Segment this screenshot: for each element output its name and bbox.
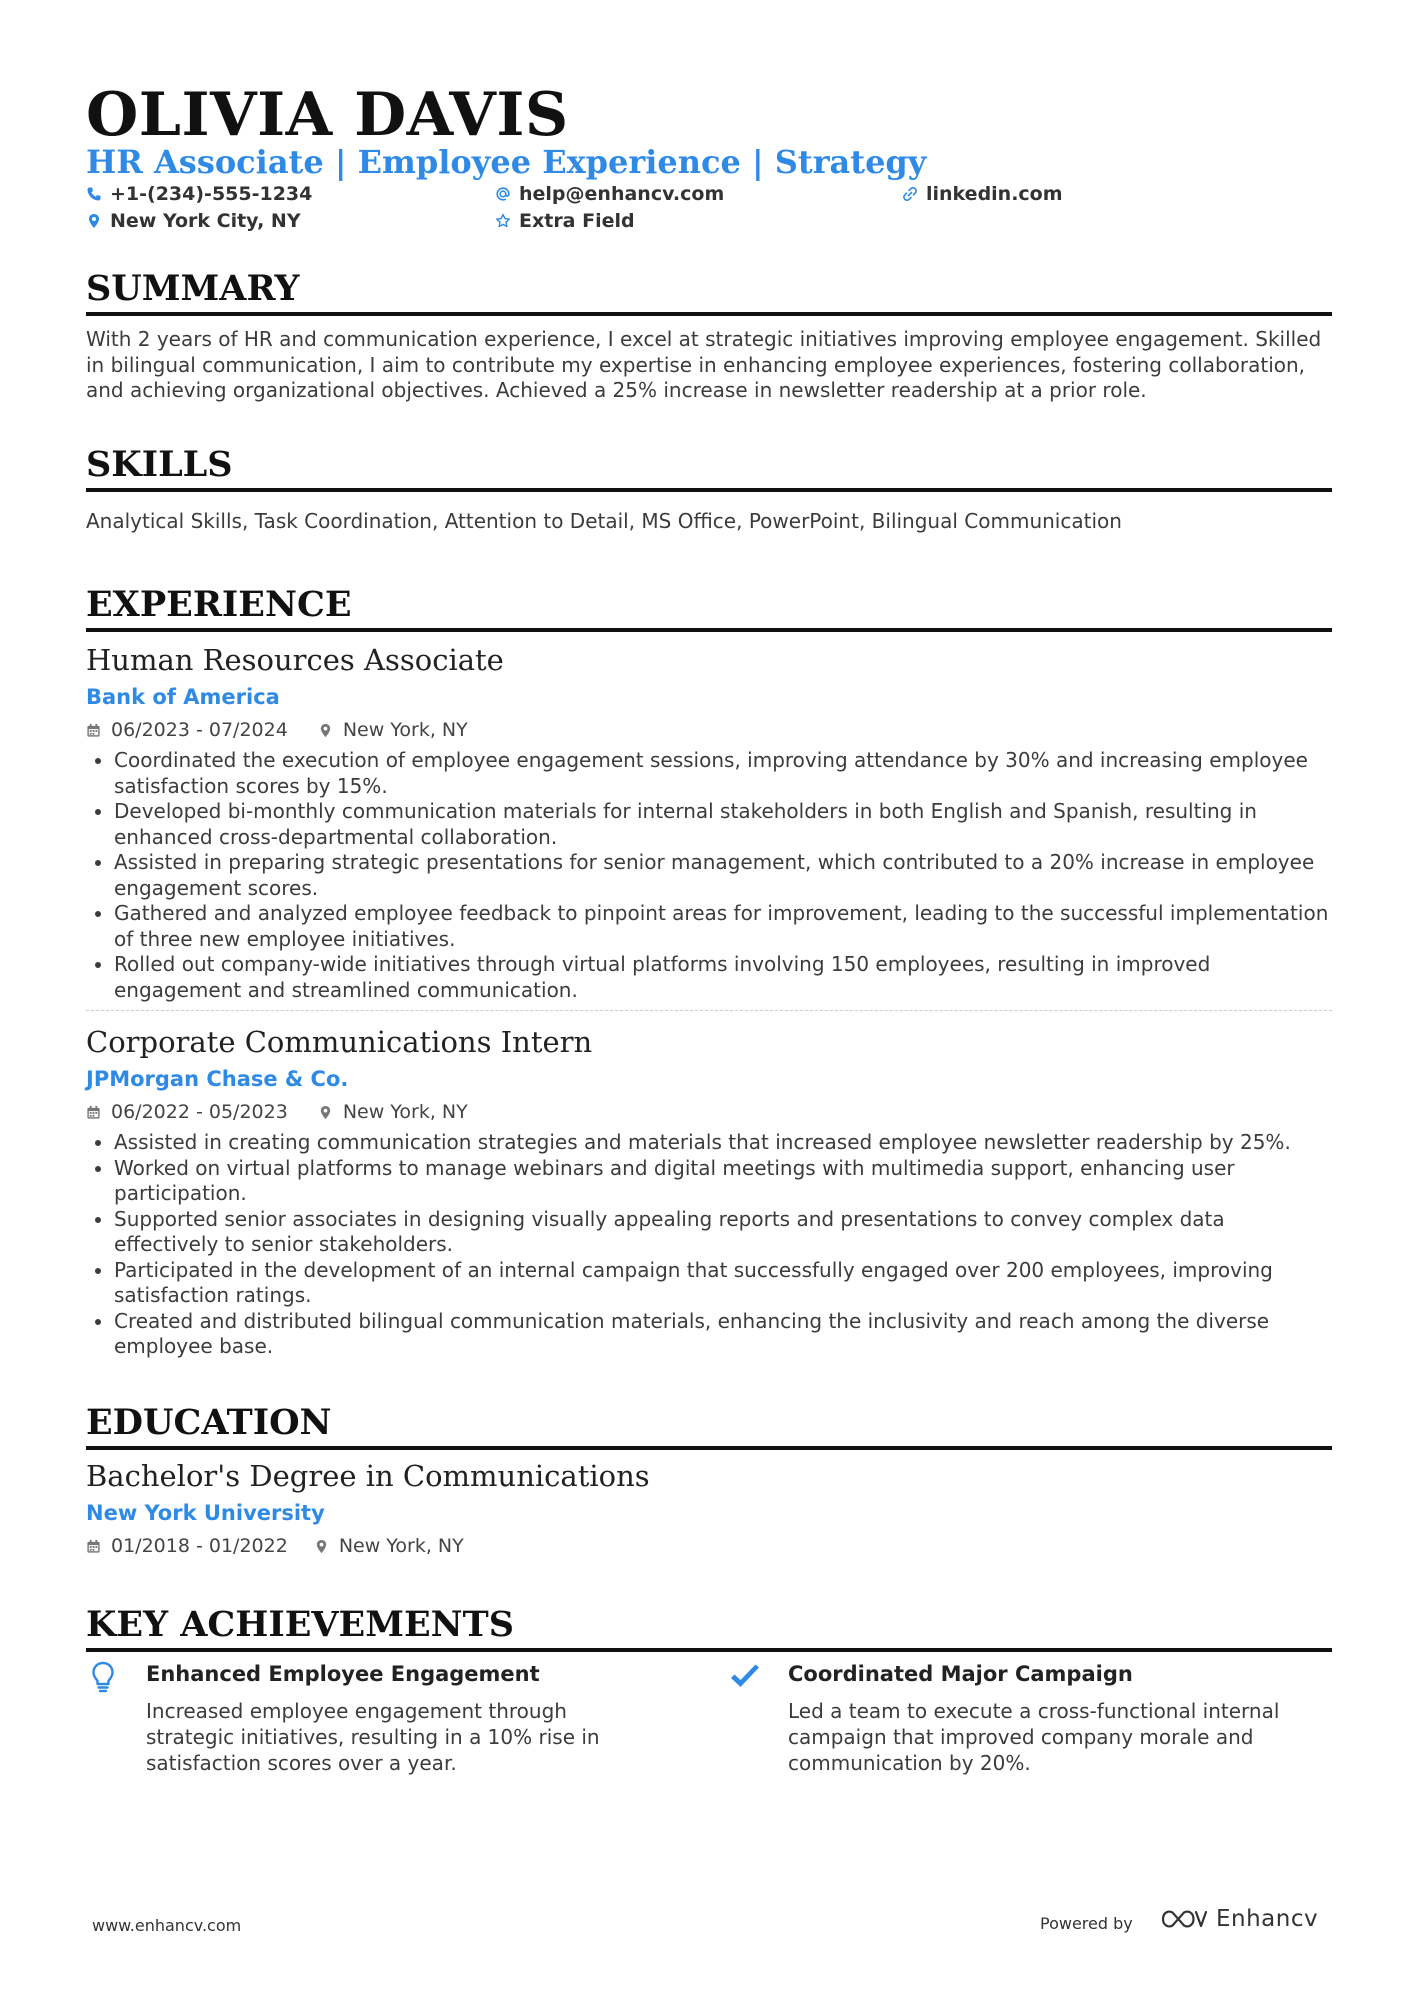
education-dates: 01/2018 - 01/2022 xyxy=(111,1535,288,1557)
phone-icon xyxy=(86,186,102,202)
education-meta xyxy=(86,1533,464,1559)
contact-extra xyxy=(495,208,635,234)
summary-heading: SUMMARY xyxy=(86,268,1332,316)
contact-linkedin xyxy=(902,181,1063,207)
list-item: • Participated in the development of an internal campaign that successfully engaged over 200 employees, improving satisfaction ratings. xyxy=(114,1258,1332,1309)
linkedin-link[interactable]: linkedin.com xyxy=(926,183,1063,205)
lightbulb-icon xyxy=(86,1660,120,1694)
job-title: Corporate Communications Intern xyxy=(86,1025,593,1059)
calendar-icon xyxy=(86,723,101,738)
extra-field-text: Extra Field xyxy=(519,210,635,232)
experience-heading: EXPERIENCE xyxy=(86,584,1332,632)
job-meta xyxy=(86,1099,468,1125)
list-item: • Coordinated the execution of employee engagement sessions, improving attendance by 30% and increasing employee satisfaction scores by 15%. xyxy=(114,748,1332,799)
job-bullets xyxy=(86,1130,1332,1360)
phone-text: +1-(234)-555-1234 xyxy=(110,183,313,205)
star-icon xyxy=(495,213,511,229)
enhancv-logo[interactable] xyxy=(1160,1906,1318,1932)
link-icon xyxy=(902,186,918,202)
enhancv-logo-icon xyxy=(1160,1906,1208,1932)
achievement-title: Coordinated Major Campaign xyxy=(788,1662,1133,1686)
list-item: • Supported senior associates in designing visually appealing reports and presentations to convey complex data effectively to senior stakeholders. xyxy=(114,1207,1332,1258)
degree-title: Bachelor's Degree in Communications xyxy=(86,1459,650,1493)
job-title: Human Resources Associate xyxy=(86,643,504,677)
job-bullets xyxy=(86,748,1332,1003)
achievement-text: Increased employee engagement through strategic initiatives, resulting in a 10% rise in satisfaction scores over a year. xyxy=(146,1699,600,1775)
list-item: • Rolled out company-wide initiatives through virtual platforms involving 150 employees, resulting in improved engagement and streamlined communication. xyxy=(114,952,1332,1003)
at-icon xyxy=(495,186,511,202)
list-item: • Assisted in preparing strategic presentations for senior management, which contributed to a 20% increase in employee engagement scores. xyxy=(114,850,1332,901)
achievement-text: Led a team to execute a cross-functional internal campaign that improved company morale and communication by 20%. xyxy=(788,1699,1280,1775)
skills-text: Analytical Skills, Task Coordination, Attention to Detail, MS Office, PowerPoint, Bilingual Communication xyxy=(86,509,1122,533)
job-dates: 06/2022 - 05/2023 xyxy=(111,1101,288,1123)
footer-website[interactable]: www.enhancv.com xyxy=(92,1916,242,1935)
job-meta xyxy=(86,717,468,743)
job-location: New York, NY xyxy=(342,719,468,741)
company-name: Bank of America xyxy=(86,685,280,709)
job-dates: 06/2023 - 07/2024 xyxy=(111,719,288,741)
achievement-title: Enhanced Employee Engagement xyxy=(146,1662,540,1686)
calendar-icon xyxy=(86,1105,101,1120)
job-location: New York, NY xyxy=(342,1101,468,1123)
company-name: JPMorgan Chase & Co. xyxy=(86,1067,349,1091)
checkmark-icon xyxy=(728,1660,762,1694)
email-link[interactable]: help@enhancv.com xyxy=(519,183,725,205)
location-text: New York City, NY xyxy=(110,210,301,232)
candidate-name: OLIVIA DAVIS xyxy=(86,80,569,150)
list-item: • Developed bi-monthly communication materials for internal stakeholders in both English and Spanish, resulting in enhanced cross-departmental collaboration. xyxy=(114,799,1332,850)
footer-powered-by: Powered by xyxy=(1040,1914,1133,1933)
location-pin-icon xyxy=(86,213,102,229)
calendar-icon xyxy=(86,1539,101,1554)
achievements-heading: KEY ACHIEVEMENTS xyxy=(86,1604,1332,1652)
location-pin-icon xyxy=(318,723,333,738)
job-divider xyxy=(86,1010,1332,1011)
skills-heading: SKILLS xyxy=(86,444,1332,492)
education-location: New York, NY xyxy=(338,1535,464,1557)
list-item: • Assisted in creating communication strategies and materials that increased employee newsletter readership by 25%. xyxy=(114,1130,1332,1156)
contact-phone xyxy=(86,181,312,207)
enhancv-brand-text: Enhancv xyxy=(1216,1906,1319,1932)
location-pin-icon xyxy=(314,1539,329,1554)
summary-text: With 2 years of HR and communication experience, I excel at strategic initiatives improving employee engagement. Skilled in bilingual communication, I aim to contribute my expertise in enhancing employee experiences, fostering collaboration, and achieving organizational objectives. Achieved a 25% increase in newsletter readership at a prior role. xyxy=(86,327,1322,402)
contact-location xyxy=(86,208,301,234)
headline: HR Associate | Employee Experience | Strategy xyxy=(86,143,927,181)
school-name: New York University xyxy=(86,1501,325,1525)
list-item: • Created and distributed bilingual communication materials, enhancing the inclusivity and reach among the diverse employee base. xyxy=(114,1309,1332,1360)
location-pin-icon xyxy=(318,1105,333,1120)
education-heading: EDUCATION xyxy=(86,1402,1332,1450)
list-item: • Worked on virtual platforms to manage webinars and digital meetings with multimedia support, enhancing user participation. xyxy=(114,1156,1332,1207)
list-item: • Gathered and analyzed employee feedback to pinpoint areas for improvement, leading to the successful implementation of three new employee initiatives. xyxy=(114,901,1332,952)
contact-email xyxy=(495,181,724,207)
